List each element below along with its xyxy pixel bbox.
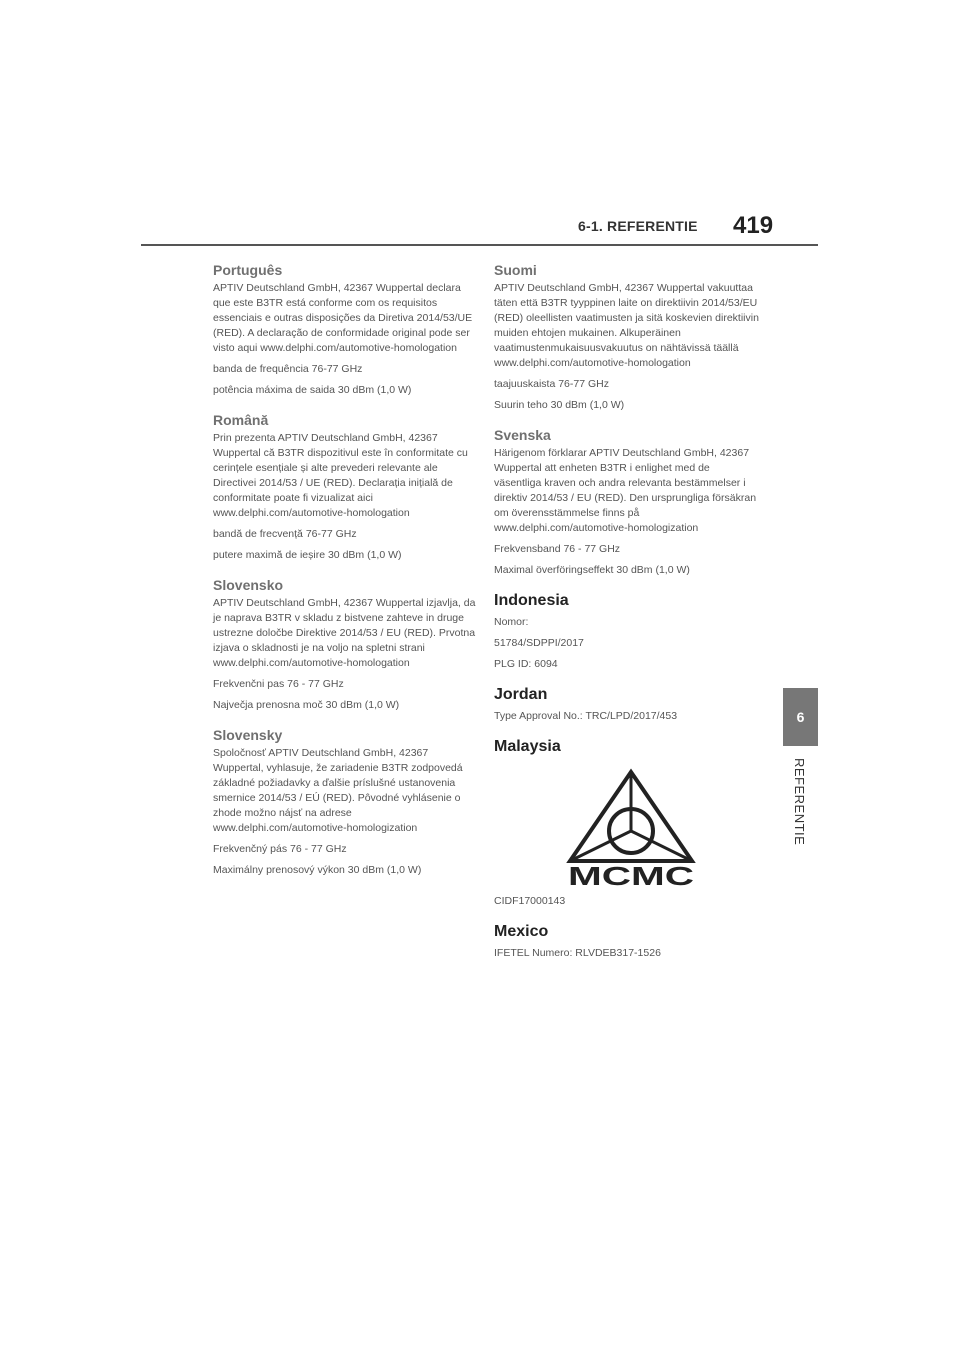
right-column xyxy=(494,262,759,975)
chapter-tab-number: 6 xyxy=(796,709,805,725)
frequency-band: Frekvensband 76 - 77 GHz xyxy=(494,543,621,555)
left-column xyxy=(213,262,478,892)
section-mexico xyxy=(494,923,759,961)
section-heading: Português xyxy=(213,262,283,278)
section-suomi xyxy=(494,262,759,413)
frequency-band: Frekvenčni pas 76 - 77 GHz xyxy=(213,678,344,690)
max-power: putere maximă de ieșire 30 dBm (1,0 W) xyxy=(213,549,402,561)
mcmc-logo-text: MCMC xyxy=(568,861,695,886)
max-power: Maximal överföringseffekt 30 dBm (1,0 W) xyxy=(494,564,690,576)
page-number: 419 xyxy=(733,212,774,239)
frequency-band: banda de frequência 76-77 GHz xyxy=(213,363,363,375)
max-power: Suurin teho 30 dBm (1,0 W) xyxy=(494,399,625,411)
section-heading: Suomi xyxy=(494,262,537,278)
section-portugues xyxy=(213,262,478,398)
section-romana xyxy=(213,412,478,563)
chapter-header-title: 6-1. REFERENTIE xyxy=(578,218,698,234)
section-heading: Slovensko xyxy=(213,577,284,593)
ifetel-number: IFETEL Numero: RLVDEB317-1526 xyxy=(494,947,661,959)
section-heading: Malaysia xyxy=(494,738,561,755)
plg-id: PLG ID: 6094 xyxy=(494,658,558,670)
nomor-label: Nomor: xyxy=(494,616,529,628)
section-heading: Svenska xyxy=(494,427,551,443)
section-jordan xyxy=(494,686,759,724)
section-slovensky xyxy=(213,727,478,878)
mcmc-logo-icon xyxy=(556,768,706,886)
section-heading: Indonesia xyxy=(494,592,569,609)
section-indonesia xyxy=(494,592,759,672)
header-divider xyxy=(141,244,818,246)
certificate-number: CIDF17000143 xyxy=(494,895,566,907)
max-power: Največja prenosna moč 30 dBm (1,0 W) xyxy=(213,699,400,711)
chapter-tab-label: REFERENTIE xyxy=(792,758,807,846)
type-approval-number: Type Approval No.: TRC/LPD/2017/453 xyxy=(494,710,678,722)
section-heading: Mexico xyxy=(494,923,549,940)
declaration-text: Prin prezenta APTIV Deutschland GmbH, 42367 Wuppertal că B3TR dispozitivul este în conformitate cu cerințele esențiale și alte prevederi relevante ale Directivei 2014/53 / UE (RED). Declarația inițială de conformitate poate fi vizualizat aici www.delphi.com/automotive-homologation xyxy=(213,432,468,519)
section-heading: Română xyxy=(213,412,269,428)
frequency-band: Frekvenčný pás 76 - 77 GHz xyxy=(213,843,347,855)
chapter-tab[interactable] xyxy=(783,688,818,746)
registration-number: 51784/SDPPI/2017 xyxy=(494,637,584,649)
section-svenska xyxy=(494,427,759,578)
section-heading: Slovensky xyxy=(213,727,283,743)
section-slovensko xyxy=(213,577,478,713)
frequency-band: bandă de frecvență 76-77 GHz xyxy=(213,528,357,540)
declaration-text: Spoločnosť APTIV Deutschland GmbH, 42367 Wuppertal, vyhlasuje, že zariadenie B3TR zodpovedá základné požiadavky a ďalšie príslušné ustanovenia smernice 2014/53 / EÚ (RED). Pôvodné vyhlásenie o zhode možno nájsť na adrese www.delphi.com/automotive-homologization xyxy=(213,747,463,834)
declaration-text: APTIV Deutschland GmbH, 42367 Wuppertal vakuuttaa täten että B3TR tyyppinen laite on direktiivin 2014/53/EU (RED) oleellisten vaatimusten ja sitä koskevien direktiivin muiden ehtojen mukainen. Alkuperäinen vaatimustenmukaisuusvakuutus on nähtävissä täällä www.delphi.com/automotive-homologation xyxy=(494,282,759,369)
max-power: Maximálny prenosový výkon 30 dBm (1,0 W) xyxy=(213,864,422,876)
declaration-text: APTIV Deutschland GmbH, 42367 Wuppertal declara que este B3TR está conforme com os requisitos essenciais e outras disposições da Diretiva 2014/53/UE (RED). A declaração de conformidade original pode ser visto aqui www.delphi.com/automotive-homologation xyxy=(213,282,473,354)
declaration-text: APTIV Deutschland GmbH, 42367 Wuppertal izjavlja, da je naprava B3TR v skladu z bistvene zahteve in druge ustrezne določbe Direktive 2014/53 / EU (RED). Prvotna izjava o skladnosti je na voljo na spletni strani www.delphi.com/automotive-homologation xyxy=(213,597,476,669)
max-power: potência máxima de saida 30 dBm (1,0 W) xyxy=(213,384,412,396)
mcmc-logo xyxy=(556,768,706,886)
section-malaysia xyxy=(494,738,759,909)
section-heading: Jordan xyxy=(494,686,548,703)
frequency-band: taajuuskaista 76-77 GHz xyxy=(494,378,609,390)
declaration-text: Härigenom förklarar APTIV Deutschland GmbH, 42367 Wuppertal att enheten B3TR i enlighet med de väsentliga kraven och andra relevanta bestämmelser i direktiv 2014/53 / EU (RED). Den ursprungliga försäkran om överensstämmelse finns på www.delphi.com/automotive-homologization xyxy=(494,447,757,534)
